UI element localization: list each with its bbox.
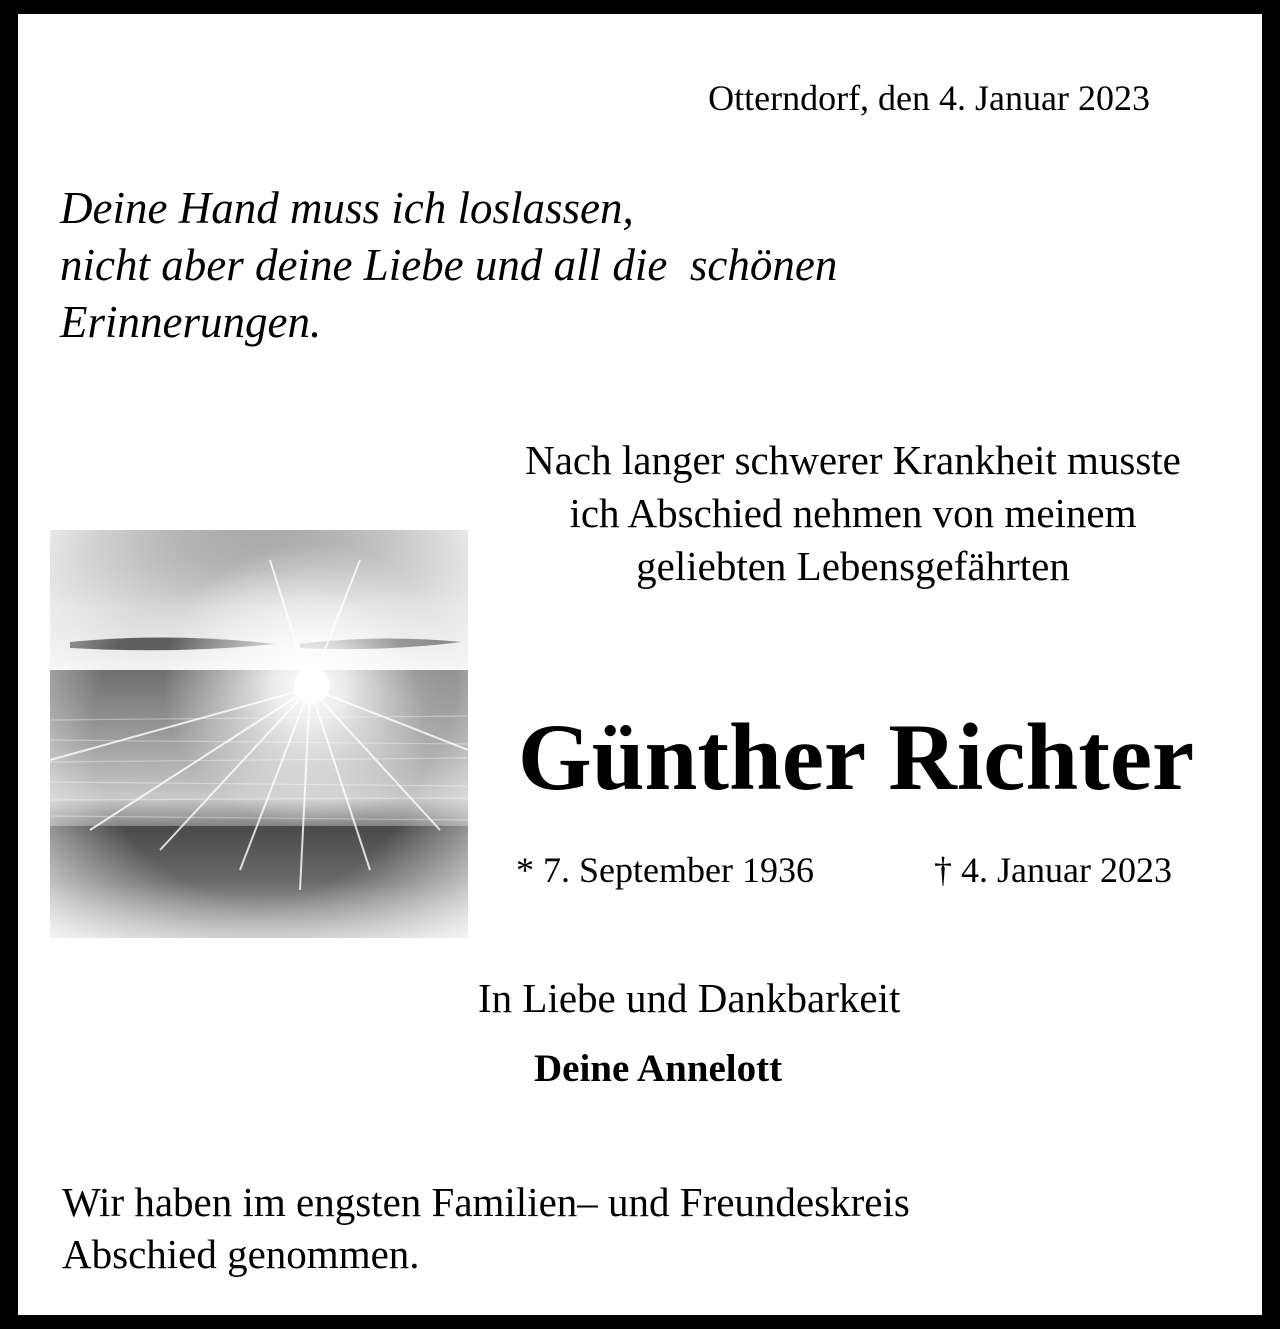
closing-line: Wir haben im engsten Familien– und Freundeskreis (62, 1179, 910, 1225)
deceased-name: Günther Richter (517, 704, 1195, 810)
motto-quote (60, 180, 837, 351)
intro-text (458, 434, 1248, 593)
birth-date: * 7. September 1936 (516, 850, 814, 890)
motto-line: nicht aber deine Liebe und all die schönen (60, 240, 838, 290)
death-date: † 4. Januar 2023 (934, 850, 1172, 890)
motto-line: Deine Hand muss ich loslassen, (60, 183, 634, 233)
motto-line: Erinnerungen. (60, 297, 322, 347)
place-date: Otterndorf, den 4. Januar 2023 (708, 78, 1150, 118)
gratitude-line: In Liebe und Dankbarkeit (478, 975, 901, 1021)
intro-line: geliebten Lebensgefährten (636, 543, 1070, 589)
intro-line: ich Abschied nehmen von meinem (569, 490, 1137, 536)
closing-line: Abschied genommen. (62, 1231, 420, 1277)
closing-note (62, 1176, 910, 1280)
intro-line: Nach langer schwerer Krankheit musste (525, 437, 1181, 483)
sunset-over-sea-photo (50, 530, 468, 938)
signature: Deine Annelott (534, 1047, 783, 1090)
